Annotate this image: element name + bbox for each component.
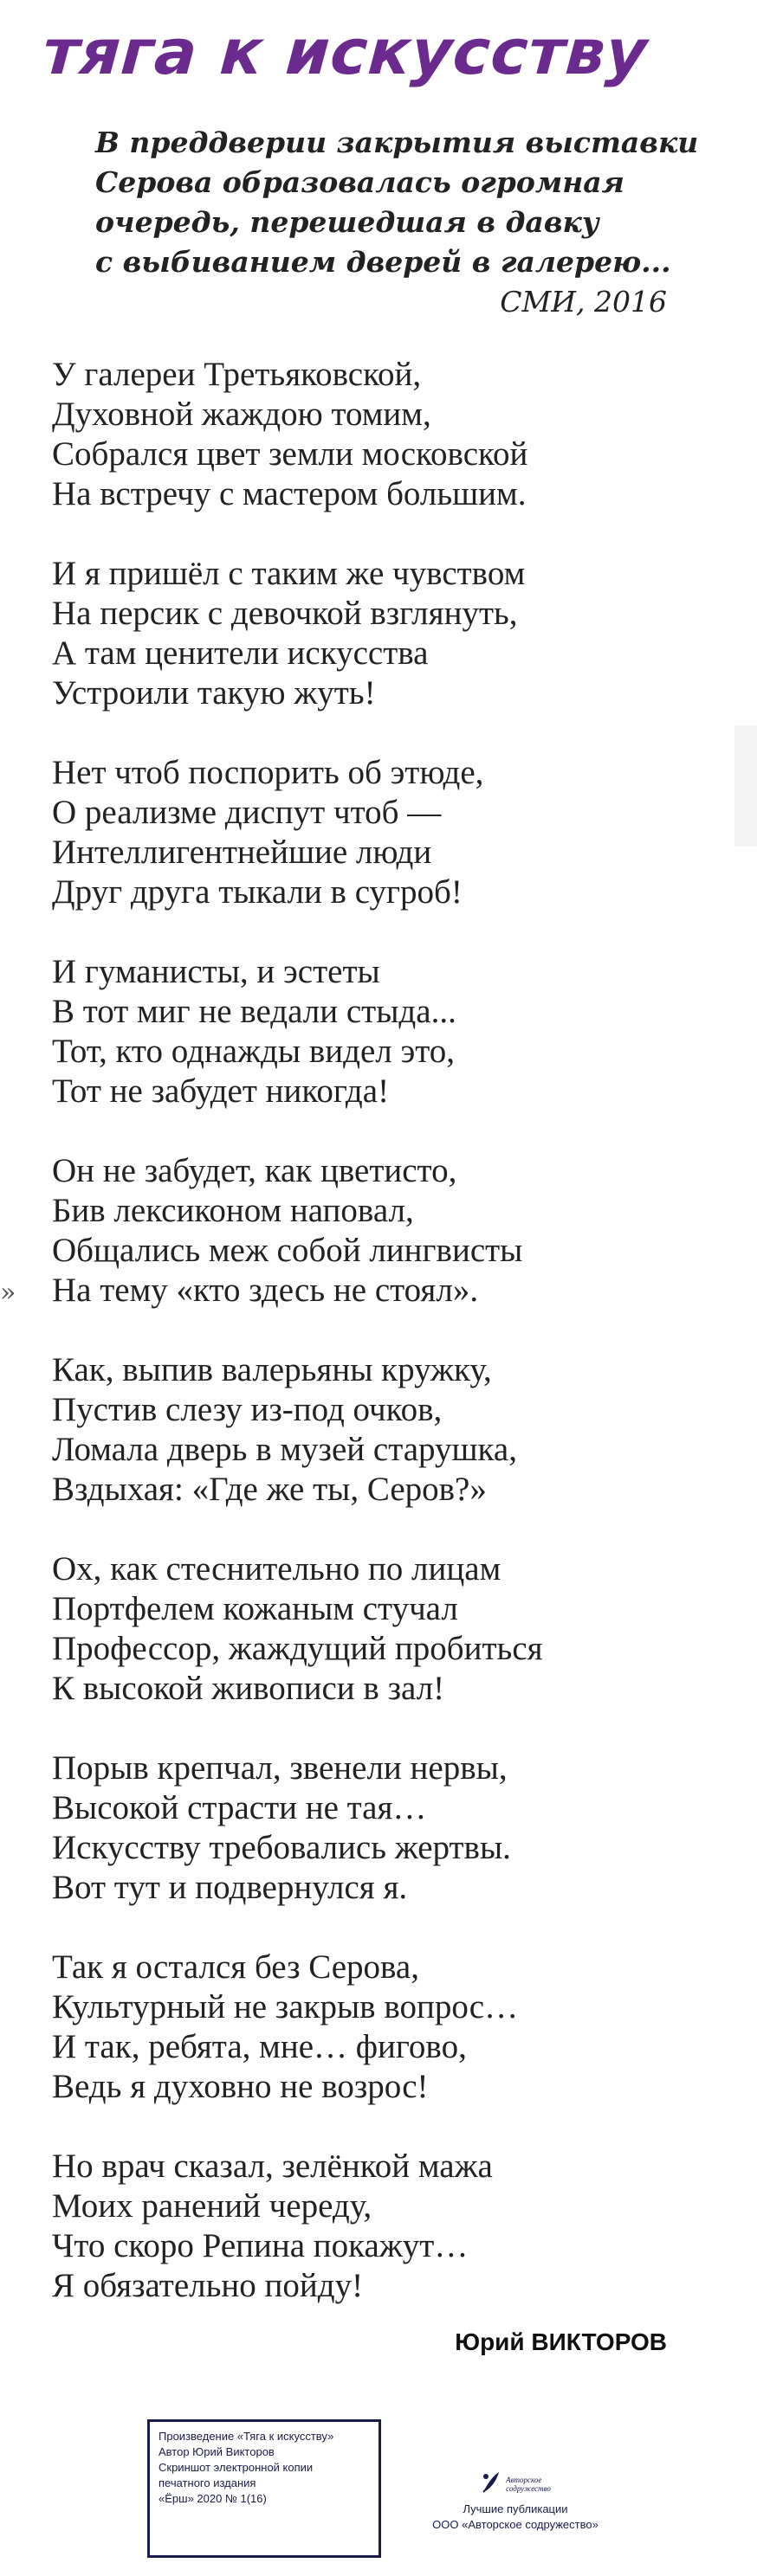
poem-line: На персик с девочкой взглянуть,: [52, 595, 518, 632]
poem-line: В тот миг не ведали стыда...: [52, 993, 456, 1030]
poem-line: О реализме диспут чтоб —: [52, 794, 442, 831]
poem-line: Что скоро Репина покажут…: [52, 2227, 469, 2264]
poem-title: тяга к искусству: [41, 16, 650, 88]
stanza: [52, 1948, 676, 2107]
info-line: печатного издания: [159, 2476, 256, 2489]
poem-line: Тот, кто однажды видел это,: [52, 1033, 456, 1070]
publisher-line: ООО «Авторское содружество»: [432, 2518, 598, 2531]
info-line: Скриншот электронной копии: [159, 2461, 314, 2474]
poem-line: Бив лексиконом наповал,: [52, 1192, 414, 1229]
poem-line: Высокой страсти не тая…: [52, 1789, 427, 1826]
info-line: Произведение «Тяга к искусству»: [159, 2430, 334, 2443]
poem-line: И гуманисты, и эстеты: [52, 953, 380, 990]
poem-line: Ох, как стеснительно по лицам: [52, 1550, 501, 1587]
poem-line: Профессор, жаждущий пробиться: [52, 1630, 543, 1667]
poem-line: И я пришёл с таким же чувством: [52, 555, 526, 592]
poem-line: Собрался цвет земли московской: [52, 435, 528, 473]
author-name: Юрий ВИКТОРОВ: [455, 2328, 667, 2355]
poem-line: Но врач сказал, зелёнкой мажа: [52, 2148, 493, 2185]
poem-line: Вздыхая: «Где же ты, Серов?»: [52, 1471, 487, 1508]
poem-line: Пустив слезу из-под очков,: [52, 1391, 443, 1428]
info-box: [147, 2419, 381, 2558]
poem-line: Так я остался без Серова,: [52, 1948, 419, 1986]
stanza: [52, 952, 676, 1111]
poem-line: Я обязательно пойду!: [52, 2267, 364, 2304]
poem-line: Ломала дверь в музей старушка,: [52, 1431, 517, 1468]
poem-line: К высокой живописи в зал!: [52, 1670, 445, 1707]
edge-quote-mark: »: [0, 1278, 16, 1308]
epigraph-line: с выбиванием дверей в галерею...: [95, 245, 671, 279]
stanza: [52, 753, 676, 912]
stanza: [52, 1549, 676, 1709]
poem-line: Устроили такую жуть!: [52, 674, 376, 712]
info-line: «Ёрш» 2020 № 1(16): [159, 2492, 267, 2505]
poem-body: [52, 355, 676, 2346]
page-edge-shadow: [734, 725, 757, 847]
epigraph-line: В преддверии закрытия выставки: [95, 126, 699, 159]
epigraph: [95, 123, 699, 322]
poem-line: Портфелем кожаным стучал: [52, 1590, 458, 1627]
logo-text-line: содружество: [506, 2484, 551, 2493]
poem-line: Моих ранений череду,: [52, 2187, 372, 2225]
poem-line: Как, выпив валерьяны кружку,: [52, 1351, 492, 1388]
epigraph-source: СМИ, 2016: [500, 285, 667, 319]
stanza: [52, 1151, 676, 1311]
stanza: [52, 554, 676, 713]
poem-line: У галереи Третьяковской,: [52, 356, 422, 393]
publisher-logo: [416, 2467, 615, 2502]
poem-line: Он не забудет, как цветисто,: [52, 1152, 457, 1189]
poem-line: Общались меж собой лингвисты: [52, 1232, 523, 1269]
poem-line: Нет чтоб поспорить об этюде,: [52, 754, 484, 791]
stanza: [52, 1350, 676, 1510]
info-line: Автор Юрий Викторов: [159, 2445, 275, 2458]
epigraph-line: очередь, перешедшая в давку: [95, 205, 599, 239]
publisher-block: [416, 2467, 615, 2533]
poem-line: Тот не забудет никогда!: [52, 1072, 390, 1110]
stanza: [52, 2147, 676, 2306]
poem-line: Культурный не закрыв вопрос…: [52, 1988, 519, 2025]
poem-line: А там ценители искусства: [52, 634, 429, 672]
poem-line: На встречу с мастером большим.: [52, 475, 527, 512]
stanza: [52, 355, 676, 514]
poem-line: Духовной жаждою томим,: [52, 396, 431, 433]
stanza: [52, 1748, 676, 1908]
epigraph-line: Серова образовалась огромная: [95, 165, 624, 199]
poem-line: Искусству требовались жертвы.: [52, 1829, 511, 1866]
poem-line: Интеллигентнейшие люди: [52, 834, 432, 871]
poem-line: Вот тут и подвернулся я.: [52, 1869, 408, 1906]
poem-line: Ведь я духовно не возрос!: [52, 2068, 429, 2105]
logo-text-line: Авторское: [506, 2476, 542, 2484]
poem-line: Порыв крепчал, звенели нервы,: [52, 1749, 508, 1787]
poem-line: На тему «кто здесь не стоял».: [52, 1272, 479, 1309]
publisher-line: Лучшие публикации: [463, 2502, 568, 2515]
publisher-logo-text: [506, 2476, 551, 2493]
quill-icon: [480, 2470, 502, 2499]
poem-line: Друг друга тыкали в сугроб!: [52, 873, 463, 911]
poem-line: И так, ребята, мне… фигово,: [52, 2028, 467, 2065]
